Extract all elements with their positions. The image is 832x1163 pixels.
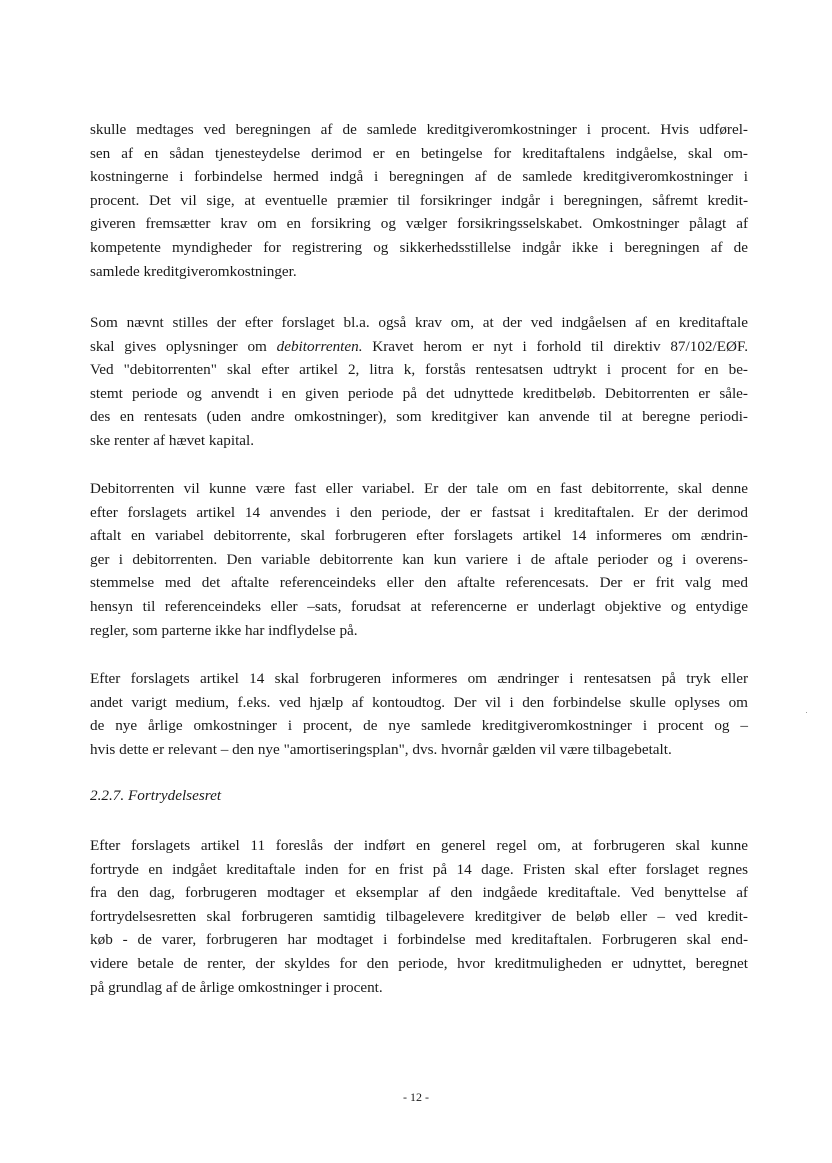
text-line-with-emphasis [90, 335, 748, 359]
text-line: sen af en sådan tjenesteydelse derimod er en betingelse for kreditaftalens indgåelse, skal om- [90, 144, 748, 162]
text-line: stemmelse med det aftalte referenceindeks eller den aftalte referencesats. Der er frit valg med [90, 574, 748, 592]
text-line: aftalt en variabel debitorrente, skal forbrugeren efter forslagets artikel 14 informeres om ændrin- [90, 527, 748, 545]
scan-speck [806, 712, 807, 713]
text-segment: skal gives oplysninger om [90, 337, 277, 355]
text-line: hvis dette er relevant – den nye "amortiseringsplan", dvs. hvornår gælden vil være tilbagebetalt. [90, 740, 672, 758]
text-line: andet varigt medium, f.eks. ved hjælp af kontoudtog. Der vil i den forbindelse skulle oplyses om [90, 693, 748, 711]
text-line: skulle medtages ved beregningen af de samlede kreditgiveromkostninger i procent. Hvis udførel- [90, 121, 748, 138]
emphasized-term: debitorrenten. [276, 337, 363, 355]
text-line: Efter forslagets artikel 11 foreslås der indført en generel regel om, at forbrugeren skal kunne [90, 837, 748, 854]
text-line: hensyn til referenceindeks eller –sats, forudsat at referencerne er underlagt objektive og entydige [90, 597, 748, 615]
text-line: de nye årlige omkostninger i procent, de nye samlede kreditgiveromkostninger i procent og – [90, 717, 748, 735]
text-line: procent. Det vil sige, at eventuelle præmier til forsikringer indgår i beregningen, såfremt kredit- [90, 191, 748, 209]
text-line: giveren fremsætter krav om en forsikring og vælger forsikringsselskabet. Omkostninger pålagt af [90, 215, 748, 233]
text-line: stemt periode og anvendt i en given periode på det udnyttede kreditbeløb. Debitorrenten er såle- [90, 384, 748, 402]
paragraph-right-of-withdrawal [90, 834, 748, 999]
text-line: køb - de varer, forbrugeren har modtaget i forbindelse med kreditaftalen. Forbrugeren skal end- [90, 931, 748, 949]
text-line: des en rentesats (uden andre omkostninger), som kreditgiver kan anvende til at beregne periodi- [90, 408, 748, 426]
page-number: - 12 - [403, 1090, 429, 1104]
paragraph-credit-costs [90, 118, 748, 283]
text-line: Efter forslagets artikel 14 skal forbrugeren informeres om ændringer i rentesatsen på tryk eller [90, 670, 748, 687]
text-line: Ved "debitorrenten" skal efter artikel 2, litra k, forstås rentesatsen udtrykt i procent for en be- [90, 361, 748, 379]
text-line: regler, som parterne ikke har indflydelse på. [90, 621, 358, 639]
text-line: fortryde en indgået kreditaftale inden for en frist på 14 dage. Fristen skal efter forslaget regnes [90, 860, 748, 878]
text-line: efter forslagets artikel 14 anvendes i den periode, der er fastsat i kreditaftalen. Er der derimod [90, 503, 748, 521]
text-line: ske renter af hævet kapital. [90, 431, 255, 449]
text-line: samlede kreditgiveromkostninger. [90, 262, 297, 280]
text-line: fra den dag, forbrugeren modtager et eksemplar af den indgåede kreditaftale. Ved benyttelse af [90, 884, 748, 902]
text-line: Som nævnt stilles der efter forslaget bl.a. også krav om, at der ved indgåelsen af en kreditaftale [90, 314, 748, 331]
text-line: kompetente myndigheder for registrering og sikkerhedsstillelse indgår ikke i beregningen af de [90, 238, 748, 256]
text-line: Debitorrenten vil kunne være fast eller variabel. Er der tale om en fast debitorrente, skal denne [90, 480, 748, 497]
section-heading: 2.2.7. Fortrydelsesret [90, 787, 222, 804]
paragraph-fixed-variable-rate [90, 477, 748, 642]
paragraph-debitorrente-definition [90, 311, 748, 453]
paragraph-rate-change-information [90, 667, 748, 761]
text-line: kostningerne i forbindelse hermed indgå i beregningen af de samlede kreditgiveromkostninger i [90, 168, 748, 186]
text-line: ger i debitorrenten. Den variable debitorrente kan kun variere i de aftale perioder og i overens- [90, 550, 748, 568]
text-line: fortrydelsesretten skal forbrugeren samtidig tilbagelevere kreditgiver de beløb eller – ved kredit- [90, 907, 748, 925]
text-segment: Kravet herom er nyt i forhold til direktiv 87/102/EØF. [362, 337, 748, 355]
text-line: på grundlag af de årlige omkostninger i procent. [90, 978, 383, 996]
text-line: videre betale de renter, der skyldes for den periode, hvor kreditmuligheden er udnyttet, beregnet [90, 954, 748, 972]
